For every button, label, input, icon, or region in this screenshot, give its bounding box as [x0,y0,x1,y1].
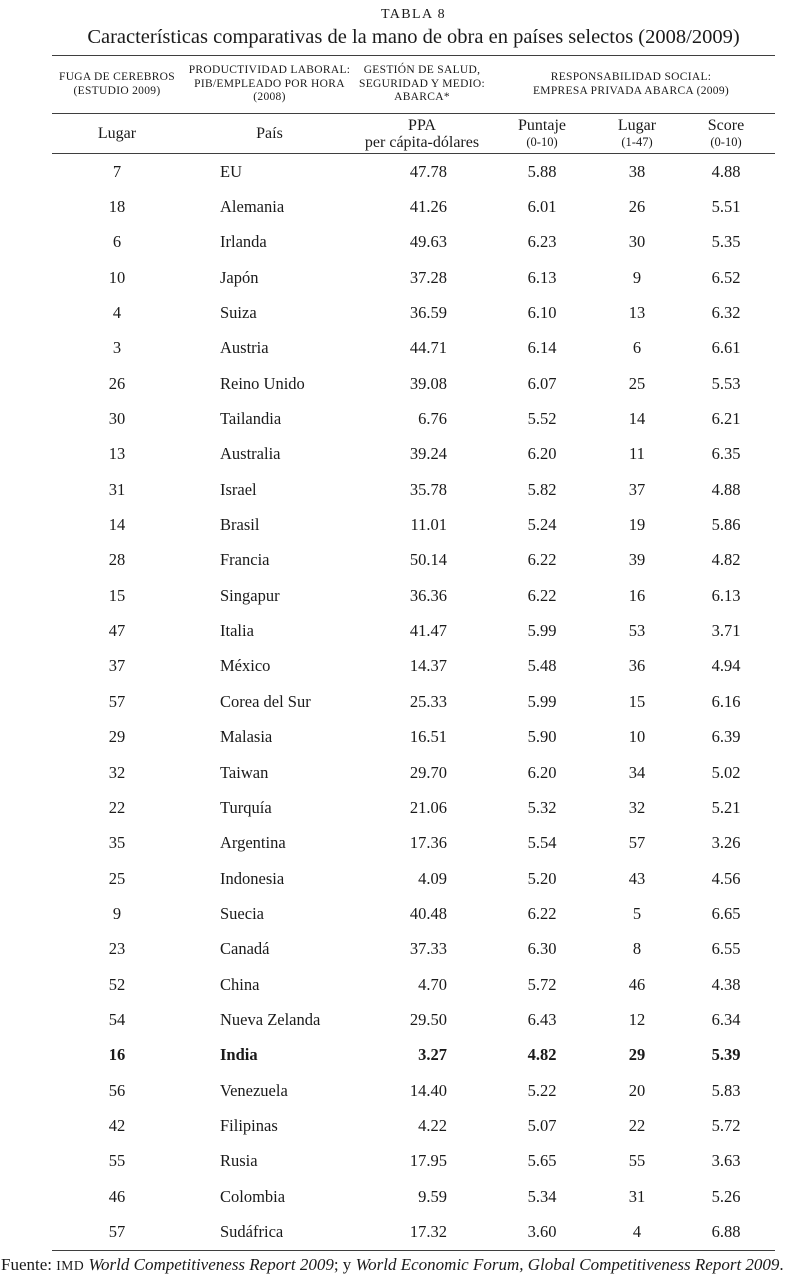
table-cell: 29 [108,727,126,747]
table-cell: 13 [628,303,646,323]
table-cell: 38 [628,161,646,181]
table-cell: Turquía [220,797,272,817]
column-header-cell [182,114,357,154]
table-row [52,366,775,401]
table-cell: 26 [108,373,126,393]
table-cell: 31 [628,1186,646,1206]
table-row [52,578,775,613]
table-cell: 14 [628,409,646,429]
table-row [52,896,775,931]
table-cell: 16 [108,1045,126,1065]
table-cell: 46 [108,1186,126,1206]
table-cell: 6.22 [527,550,557,570]
source-segment: ; y [333,1255,356,1274]
table-row [52,260,775,295]
table-cell: 17.95 [409,1151,447,1171]
column-header-label: Score [707,116,745,134]
table-cell: 5.99 [527,691,557,711]
group-header-line: RESPONSABILIDAD SOCIAL: [550,71,712,83]
table-cell: 18 [108,197,126,217]
table-row [52,790,775,825]
table-cell: 4.09 [418,868,447,888]
table-cell: 30 [108,409,126,429]
table-cell: 30 [628,232,646,252]
table-cell: 3.26 [711,833,741,853]
table-cell: 39.08 [409,373,447,393]
source-segment: IMD [56,1258,85,1273]
table-cell: 56 [108,1080,126,1100]
table-cell: 6.14 [527,338,557,358]
table-row [52,154,775,190]
table-row [52,613,775,648]
table-cell: 40.48 [409,903,447,923]
table-row [52,1002,775,1037]
table-cell: 11 [629,444,645,464]
table-cell: Suecia [220,903,264,923]
column-header-subnote: (1-47) [621,134,653,149]
column-header-subnote: (0-10) [526,134,558,149]
table-cell: Suiza [220,303,257,323]
table-cell: 35.78 [409,479,447,499]
table-cell: 25 [108,868,126,888]
table-cell: 39.24 [409,444,447,464]
column-header-cell [357,114,487,154]
group-header-line: FUGA DE CEREBROS [59,71,175,83]
table-cell: 10 [628,727,646,747]
table-cell: 32 [108,762,126,782]
table-cell: 6.23 [527,232,557,252]
table-cell: 6.22 [527,585,557,605]
table-cell: Taiwan [220,762,269,782]
table-row [52,331,775,366]
table-cell: 6.10 [527,303,557,323]
table-cell: 6.65 [711,903,741,923]
table-cell: 16 [628,585,646,605]
table-cell: 5.02 [711,762,741,782]
table-cell: 22 [628,1115,646,1135]
table-cell: 4.38 [711,974,741,994]
table-cell: 28 [108,550,126,570]
table-cell: 39 [628,550,646,570]
table-row [52,1214,775,1250]
table-cell: 57 [628,833,646,853]
table-cell: 6.55 [711,939,741,959]
table-cell: 6.39 [711,727,741,747]
table-title: Características comparativas de la mano de obra en países selectos (2008/2009) [87,26,740,48]
table-cell: 6.07 [527,373,557,393]
table-cell: 34 [628,762,646,782]
table-cell: 4.56 [711,868,741,888]
source-segment: World Economic Forum, Global Competitiveness Report 2009 [355,1255,780,1274]
table-cell: 19 [628,515,646,535]
table-cell: EU [220,161,242,181]
subheader-row [52,114,775,154]
table-row [52,189,775,224]
table-cell: Argentina [220,833,286,853]
table-cell: 6.13 [527,267,557,287]
table-cell: 17.36 [409,833,447,853]
table-cell: 36 [628,656,646,676]
table-cell: 4.70 [418,974,447,994]
table-cell: 15 [108,585,126,605]
table-cell: 3.60 [487,1214,597,1250]
table-cell: 5.26 [711,1186,741,1206]
table-cell: 21.06 [409,797,447,817]
table-cell: 6 [632,338,642,358]
source-line [1,1255,786,1275]
table-cell: 37 [108,656,126,676]
table-row [52,401,775,436]
table-cell: Singapur [220,585,280,605]
table-cell: 4.94 [711,656,741,676]
table-cell: 23 [108,939,126,959]
table-row [52,932,775,967]
table-cell: 29.70 [409,762,447,782]
table-cell: 6.01 [527,197,557,217]
table-row [52,755,775,790]
group-header-line: (2008) [253,91,286,104]
table-cell: 6.32 [711,303,741,323]
group-header-line: GESTIÓN DE SALUD, [363,64,481,77]
table-cell: 47.78 [409,161,447,181]
group-header-cell [182,56,357,114]
group-header-row [52,56,775,114]
column-header-cell [487,114,597,154]
table-head [52,56,775,154]
table-cell: 6.22 [527,903,557,923]
table-row [52,1073,775,1108]
table-cell: 11.01 [410,515,447,535]
table-cell: 6.16 [711,691,741,711]
table-cell: 5.86 [711,515,741,535]
table-cell: 15 [628,691,646,711]
table-cell: 54 [108,1009,126,1029]
table-cell: 46 [628,974,646,994]
table-cell: 9 [632,267,642,287]
column-header-cell [597,114,677,154]
column-header-label: Lugar [617,116,657,134]
table-row [52,295,775,330]
table-cell: 13 [108,444,126,464]
table-cell: 6.52 [711,267,741,287]
group-header-line: PRODUCTIVIDAD LABORAL: [188,64,351,77]
group-header-cell [357,56,487,114]
table-cell: 5.83 [711,1080,741,1100]
column-header-label: Puntaje [518,116,566,134]
source-segment: Fuente: [1,1255,57,1274]
table-cell: 41.47 [409,621,447,641]
table-cell: 44.71 [409,338,447,358]
table-cell: Malasia [220,727,273,747]
table-cell: 4.82 [711,550,741,570]
table-cell: México [220,656,271,676]
table-cell: 5.65 [527,1151,557,1171]
table-cell: 5.51 [711,197,741,217]
table-cell: 37.28 [409,267,447,287]
table-cell: 55 [628,1151,646,1171]
table-row [52,861,775,896]
table-cell: 6 [112,232,122,252]
table-row [52,1144,775,1179]
table-cell: 5.90 [527,727,557,747]
table-cell: 36.36 [409,585,447,605]
title-block [52,7,775,49]
table-cell: 5.34 [527,1186,557,1206]
table-cell: 5.32 [527,797,557,817]
table-cell: Venezuela [220,1080,288,1100]
table-cell: 4.82 [527,1045,557,1065]
table-cell: 5.48 [527,656,557,676]
table-cell: 5.72 [527,974,557,994]
table-cell: 41.26 [409,197,447,217]
column-header-cell [52,114,182,154]
table-cell: Corea del Sur [220,691,311,711]
table-cell: 5.21 [711,797,741,817]
group-header-cell [52,56,182,114]
table-cell: Nueva Zelanda [220,1009,321,1029]
table-cell: 12 [628,1009,646,1029]
table-cell: 50.14 [409,550,447,570]
table-cell: 5.39 [711,1045,741,1065]
table-cell: Japón [220,267,259,287]
table-cell: 52 [108,974,126,994]
table-row [52,826,775,861]
table-cell: 3 [112,338,122,358]
table-cell: 6.88 [677,1214,775,1250]
table-cell: 57 [52,1214,182,1250]
table-cell: 5.53 [711,373,741,393]
table-cell: 5.35 [711,232,741,252]
table-cell: 6.43 [527,1009,557,1029]
table-row [52,720,775,755]
column-header-label: Lugar [97,125,137,142]
table-cell: 26 [628,197,646,217]
table-cell: 16.51 [409,727,447,747]
table-cell: 6.35 [711,444,741,464]
table-cell: 5.20 [527,868,557,888]
table-cell: 4 [112,303,122,323]
table-row [52,967,775,1002]
table-cell: 5.82 [527,479,557,499]
table-cell: 6.30 [527,939,557,959]
table-cell: 5.99 [527,621,557,641]
table-cell: 57 [108,691,126,711]
table-cell: 37 [628,479,646,499]
table-cell: 31 [108,479,126,499]
table-cell: Austria [220,338,269,358]
table-cell: 6.13 [711,585,741,605]
table-cell: 6.21 [711,409,741,429]
table-cell: Rusia [220,1151,258,1171]
table-cell: Filipinas [220,1115,278,1135]
table-cell: 35 [108,833,126,853]
table-cell: 6.20 [527,444,557,464]
table-cell: Israel [220,479,257,499]
table-cell: 3.63 [711,1151,741,1171]
table-cell: 25.33 [409,691,447,711]
table-cell: 20 [628,1080,646,1100]
table-cell: 6.76 [418,409,447,429]
table-cell: 4.88 [711,161,741,181]
column-header-subnote: per cápita-dólares [364,133,480,151]
table-cell: 5.52 [527,409,557,429]
table-cell: Reino Unido [220,373,305,393]
table-cell: 14 [108,515,126,535]
table-cell: 5 [632,903,642,923]
table-cell: 9 [112,903,122,923]
table-cell: Alemania [220,197,285,217]
table-cell: 3.27 [418,1045,447,1065]
table-cell: 55 [108,1151,126,1171]
table-cell: Indonesia [220,868,285,888]
table-row [52,1108,775,1143]
table-cell: 5.54 [527,833,557,853]
table-cell: Sudáfrica [182,1214,357,1250]
comparative-table [52,55,775,1251]
table-cell: 6.61 [711,338,741,358]
table-cell: 43 [628,868,646,888]
table-cell: 53 [628,621,646,641]
table-cell: 5.22 [527,1080,557,1100]
table-cell: 14.40 [409,1080,447,1100]
table-row [52,1179,775,1214]
table-row [52,1038,775,1073]
table-cell: 4.22 [418,1115,447,1135]
table-cell: 17.32 [357,1214,487,1250]
table-cell: 32 [628,797,646,817]
table-cell: 6.34 [711,1009,741,1029]
table-cell: 36.59 [409,303,447,323]
table-row [52,543,775,578]
column-header-cell [677,114,775,154]
table-cell: Francia [220,550,270,570]
table-cell: Australia [220,444,281,464]
table-cell: 14.37 [409,656,447,676]
table-cell: Colombia [220,1186,286,1206]
group-header-line: EMPRESA PRIVADA ABARCA (2009) [532,84,730,97]
table-label: TABLA 8 [380,7,447,22]
table-row [52,472,775,507]
table-cell: 47 [108,621,126,641]
table-cell: India [220,1045,258,1065]
source-segment: World Competitiveness Report 2009 [88,1255,334,1274]
column-header-subnote: (0-10) [710,134,742,149]
table-cell: 3.71 [711,621,741,641]
table-cell: 5.24 [527,515,557,535]
table-cell: 4.88 [711,479,741,499]
table-row [52,437,775,472]
table-body [52,154,775,1251]
table-cell: 25 [628,373,646,393]
table-row [52,507,775,542]
group-header-line: PIB/EMPLEADO POR HORA [194,77,345,90]
table-cell: 10 [108,267,126,287]
column-header-label: PPA [408,116,436,134]
table-cell: 29 [628,1045,646,1065]
table-cell: 7 [112,161,122,181]
table-cell: Irlanda [220,232,267,252]
table-cell: 37.33 [409,939,447,959]
table-cell: Canadá [220,939,270,959]
table-cell: 22 [108,797,126,817]
group-header-line: (ESTUDIO 2009) [73,84,161,97]
table-cell: 29.50 [409,1009,447,1029]
table-cell: Italia [220,621,254,641]
source-segment: . [779,1255,784,1274]
group-header-cell [487,56,775,114]
table-cell: 6.20 [527,762,557,782]
table-cell: 5.07 [527,1115,557,1135]
group-header-line: SEGURIDAD Y MEDIO: [359,77,485,90]
table-cell: 9.59 [418,1186,447,1206]
group-header-line: ABARCA* [394,91,450,104]
table-cell: China [220,974,260,994]
table-cell: 5.88 [527,161,557,181]
table-row [52,225,775,260]
column-header-label: País [256,125,283,142]
table-cell: 5.72 [711,1115,741,1135]
table-row [52,649,775,684]
table-cell: Brasil [220,515,260,535]
table-cell: 4 [597,1214,677,1250]
table-row [52,684,775,719]
table-cell: 49.63 [409,232,447,252]
table-cell: Tailandia [220,409,282,429]
table-cell: 8 [632,939,642,959]
table-cell: 42 [108,1115,126,1135]
